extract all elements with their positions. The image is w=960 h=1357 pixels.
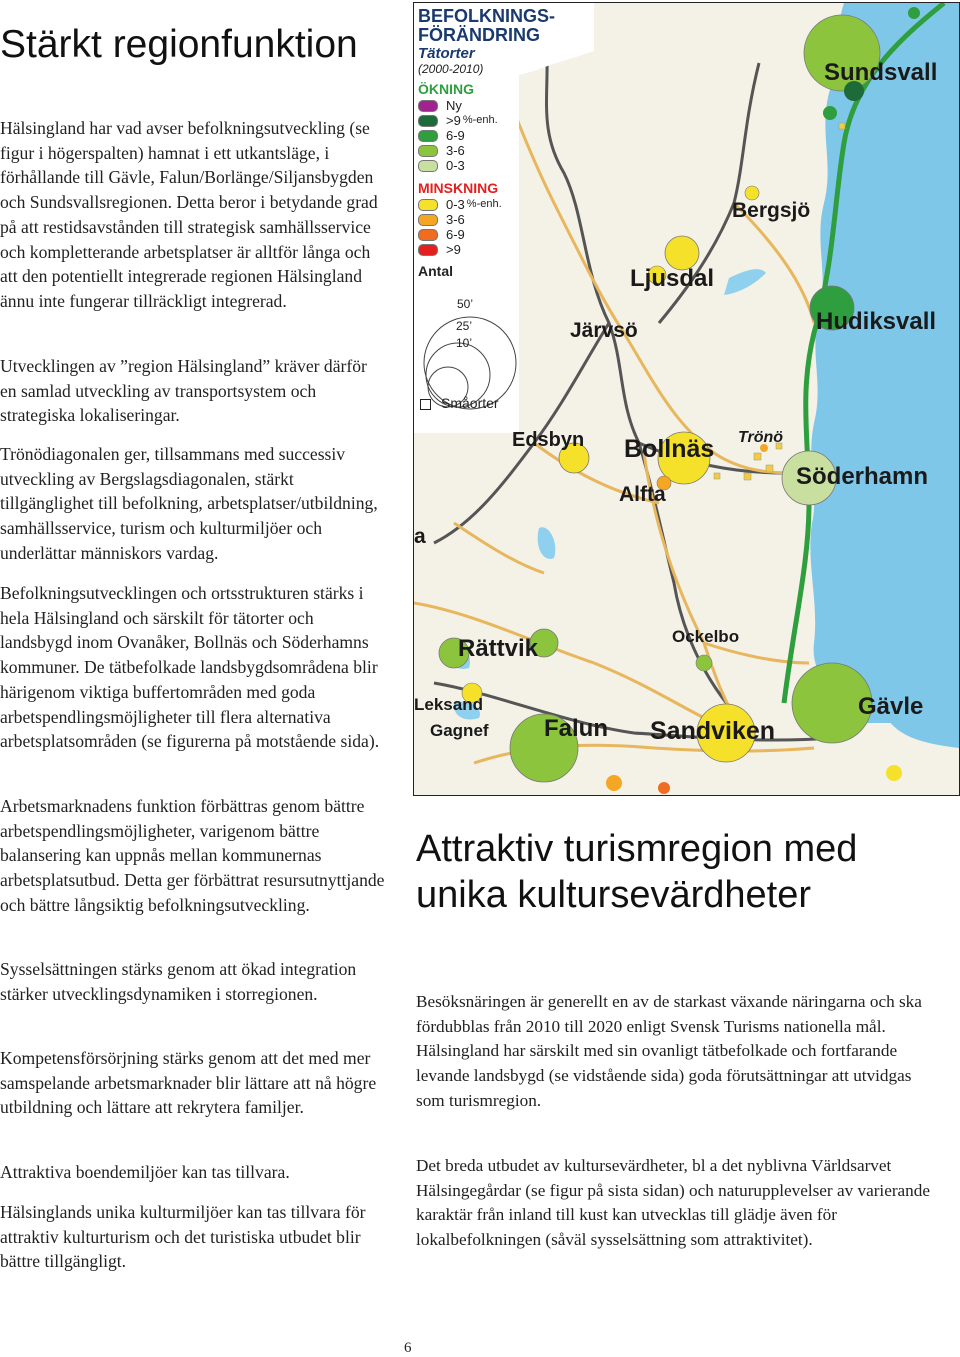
legend-swatch [418, 199, 438, 211]
legend-item-label: 6-9 [446, 128, 465, 143]
place-label-gagnef: Gagnef [430, 721, 489, 740]
legend-size-10: 10’ [456, 336, 473, 350]
paragraph-6: Sysselsättningen stärks genom att ökad integration stärker utvecklingsdynamiken i storregionen. [0, 959, 357, 1004]
legend-decrease-list [418, 197, 558, 257]
legend-item-label: 0-3 [446, 158, 465, 173]
legend-decrease-heading: MINSKNING [418, 180, 499, 196]
legend-subtitle: Tätorter [418, 45, 475, 62]
legend-item [418, 212, 558, 227]
place-label-falun: Falun [544, 715, 608, 742]
legend-period: (2000-2010) [418, 62, 484, 76]
legend-small-places [420, 395, 499, 411]
paragraph-1: Hälsingland har vad avser befolkningsutveckling (se figur i högerspalten) hamnat i ett utkantsläge, i förhållande till Gävle, Falun/Borlänge/Siljansbygden och Sundsvallsregionen. Detta beror i betydande grad på att restidsavstånden till strategisk samhällsservice och kompletterande arbetsplatser är alltför långa och att den potentiellt integrerade regionen Hälsingland ännu inte fungerar tillräckligt integrerad. [0, 118, 378, 311]
legend-item-label: 6-9 [446, 227, 465, 242]
place-label-sundsvall: Sundsvall [824, 59, 938, 86]
small-place-square-icon [420, 399, 431, 410]
legend-unit: %-enh. [462, 114, 498, 126]
place-label-ljusdal: Ljusdal [630, 265, 715, 292]
place-label-alfta: Alfta [619, 483, 666, 506]
paragraph-4: Befolkningsutvecklingen och ortsstrukturen stärks i hela Hälsingland och särskilt för tätorter och landsbygd inom Ovanåker, Bollnäs och Söderhamns kommuner. De tätbefolkade landsbygdsområdena blir härigenom viktiga buffertområden med goda arbetspendlingsmöjligheter till flera alternativa arbetsplatsområden (se figurerna på motstående sida). [0, 583, 380, 752]
legend-swatch [418, 145, 438, 157]
legend-swatch [418, 100, 438, 112]
legend-size-50: 50’ [457, 297, 474, 311]
legend-item [418, 113, 558, 128]
place-label-bergsjo: Bergsjö [732, 199, 811, 222]
legend-item [418, 128, 558, 143]
legend-small-places-label: Småorter [441, 395, 499, 411]
place-label-hudiksvall: Hudiksvall [816, 308, 937, 335]
paragraph-7: Kompetensförsörjning stärks genom att det med mer samspelande arbetsmarknader blir lättare att nå högre utbildning och lättare att rekrytera familjer. [0, 1048, 377, 1118]
legend-item-label: 3-6 [446, 212, 465, 227]
legend-item-label: 3-6 [446, 143, 465, 158]
place-label-gavle: Gävle [858, 693, 924, 720]
legend-increase-list [418, 98, 558, 173]
legend-size-heading: Antal [418, 263, 453, 279]
page-number: 6 [404, 1340, 412, 1356]
place-label-ockelbo: Ockelbo [672, 627, 740, 646]
legend-swatch [418, 214, 438, 226]
place-label-bollnas: Bollnäs [624, 435, 715, 463]
place-label-a-fragment: a [414, 525, 426, 548]
legend-swatch [418, 130, 438, 142]
place-label-edsbyn: Edsbyn [512, 429, 585, 451]
legend-item-label: 0-3 [446, 197, 465, 212]
right-paragraph-2: Det breda utbudet av kultursevärdheter, bl a det nyblivna Världsarvet Hälsingegårdar (se figur på sista sidan) och naturupplevelser av varierande karaktär från inland till kust kan utvecklas till glädje även för lokalbefolkningen (såväl sysselsättning som attraktivitet). [416, 1156, 930, 1250]
legend-swatch [418, 229, 438, 241]
paragraph-9: Hälsinglands unika kulturmiljöer kan tas tillvara för attraktiv kulturturism och det turistiska utbudet blir bättre tillgängligt. [0, 1202, 366, 1272]
place-label-soderhamn: Söderhamn [796, 463, 929, 490]
legend-unit: %-enh. [466, 198, 502, 210]
legend-item-label: >9 [446, 242, 461, 257]
legend-item [418, 143, 558, 158]
legend-size-25: 25’ [456, 319, 473, 333]
legend-title: BEFOLKNINGS- [418, 6, 555, 26]
section-heading: Attraktiv turismregion med unika kultursevärdheter [416, 828, 858, 916]
legend-increase-heading: ÖKNING [418, 81, 474, 97]
legend-item [418, 98, 558, 113]
legend-swatch [418, 244, 438, 256]
legend-swatch [418, 160, 438, 172]
paragraph-2: Utvecklingen av ”region Hälsingland” kräver därför en samlad utveckling av transportsystem och strategiska lokaliseringar. [0, 356, 367, 426]
paragraph-3: Trönödiagonalen ger, tillsammans med successiv utveckling av Bergslagsdiagonalen, stärkt tillgänglighet till befolkning, arbetsplatser/utbildning, samhällsservice, turism och kulturmiljöer och underlättar människors vardag. [0, 444, 378, 563]
place-label-rattvik: Rättvik [458, 635, 539, 662]
legend-title-2: FÖRÄNDRING [418, 25, 540, 45]
map-legend [418, 7, 558, 279]
legend-swatch [418, 115, 438, 127]
legend-item-label: >9 [446, 113, 461, 128]
population-change-map [413, 2, 960, 796]
place-label-trono: Trönö [738, 429, 784, 446]
legend-item-label: Ny [446, 98, 462, 113]
page-title: Stärkt regionfunktion [0, 23, 358, 67]
legend-item [418, 158, 558, 173]
place-label-leksand: Leksand [414, 695, 483, 714]
right-paragraph-1: Besöksnäringen är generellt en av de starkast växande näringarna och ska fördubblas från 2010 till 2020 enligt Svensk Turisms nationella mål. Hälsingland har särskilt med sin ovanligt tätbefolkade och fortfarande levande landsbygd (se vidstående sida) goda förutsättningar att utvidgas som turismregion. [416, 992, 922, 1110]
legend-item [418, 227, 558, 242]
paragraph-8: Attraktiva boendemiljöer kan tas tillvara. [0, 1162, 290, 1182]
legend-item [418, 242, 558, 257]
place-label-jarvso: Järvsö [570, 319, 638, 342]
paragraph-5: Arbetsmarknadens funktion förbättras genom bättre arbetspendlingsmöjligheter, varigenom bättre balansering kan uppnås mellan kommunernas arbetsplatsutbud. Detta ger förbättrat resursutnyttjande och bättre långsiktig befolkningsutveckling. [0, 796, 385, 915]
legend-item [418, 197, 558, 212]
place-label-sandviken: Sandviken [650, 717, 776, 745]
